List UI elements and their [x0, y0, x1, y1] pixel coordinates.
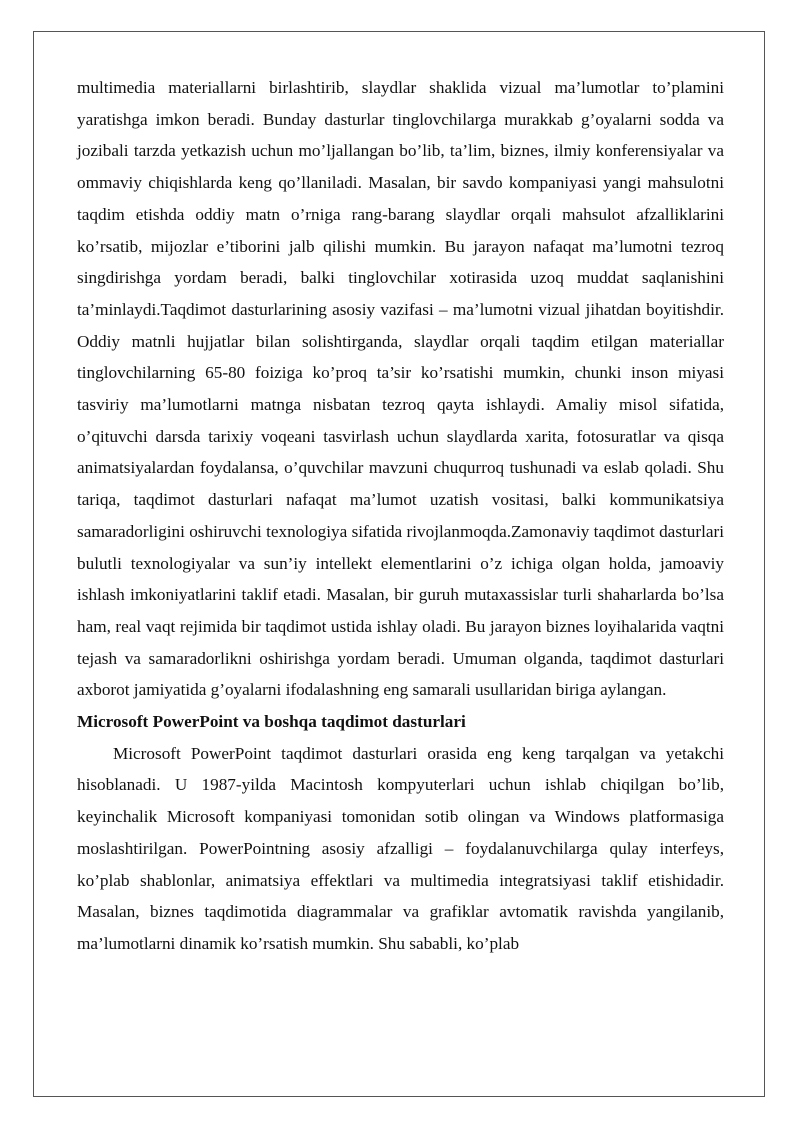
section-heading: Microsoft PowerPoint va boshqa taqdimot dasturlari [77, 712, 466, 732]
body-paragraph: multimedia materiallarni birlashtirib, slaydlar shaklida vizual ma’lumotlar to’plamini yaratishga imkon beradi. Bunday dasturlar tinglovchilarga murakkab g’oyalarni sodda va jozibali tarzda yetkazish uchun mo’ljallangan bo’lib, ta’lim, biznes, ilmiy konferensiyalar va ommaviy chiqishlarda keng qo’llaniladi. Masalan, bir savdo kompaniyasi yangi mahsulotni taqdim etishda oddiy matn o’rniga rang-barang slaydlar orqali mahsulot afzalliklarini ko’rsatib, mijozlar e’tiborini jalb qilishi mumkin. Bu jarayon nafaqat ma’lumotni tezroq singdirishga yordam beradi, balki tinglovchilar xotirasida uzoq muddat saqlanishini ta’minlaydi.Taqdimot dasturlarining asosiy vazifasi – ma’lumotni vizual jihatdan boyitishdir. Oddiy matnli hujjatlar bilan solishtirganda, slaydlar orqali taqdim etilgan materiallar tinglovchilarning 65-80 foiziga ko’proq ta’sir ko’rsatishi mumkin, chunki inson miyasi tasviriy ma’lumotlarni matnga nisbatan tezroq qayta ishlaydi. Amaliy misol sifatida, o’qituvchi darsda tarixiy voqeani tasvirlash uchun slaydlarda xarita, fotosuratlar va qisqa animatsiyalardan foydalansa, o’quvchilar mavzuni chuqurroq tushunadi va eslab qoladi. Shu tariqa, taqdimot dasturlari nafaqat ma’lumot uzatish vositasi, balki kommunikatsiya samaradorligini oshiruvchi texnologiya sifatida rivojlanmoqda.Zamonaviy taqdimot dasturlari bulutli texnologiyalar va sun’iy intellekt elementlarini o’z ichiga olgan holda, jamoaviy ishlash imkoniyatlarini taklif etadi. Masalan, bir guruh mutaxassislar turli shaharlarda bo’lsa ham, real vaqt rejimida bir taqdimot ustida ishlay oladi. Bu jarayon biznes loyihalarida vaqtni tejash va samaradorlikni oshirishga yordam beradi. Umuman olganda, taqdimot dasturlari axborot jamiyatida g’oyalarni ifodalashning eng samarali usullaridan biriga aylangan. [77, 78, 724, 700]
document-body [77, 72, 724, 960]
body-paragraph: Microsoft PowerPoint taqdimot dasturlari orasida eng keng tarqalgan va yetakchi hisoblanadi. U 1987-yilda Macintosh kompyuterlari uchun ishlab chiqilgan bo’lib, keyinchalik Microsoft kompaniyasi tomonidan sotib olingan va Windows platformasiga moslashtirilgan. PowerPointning asosiy afzalligi – foydalanuvchilarga qulay interfeys, ko’plab shablonlar, animatsiya effektlari va multimedia integratsiyasi taklif etishidadir. Masalan, biznes taqdimotida diagrammalar va grafiklar avtomatik ravishda yangilanib, ma’lumotlarni dinamik ko’rsatish mumkin. Shu sababli, ko’plab [77, 743, 724, 953]
